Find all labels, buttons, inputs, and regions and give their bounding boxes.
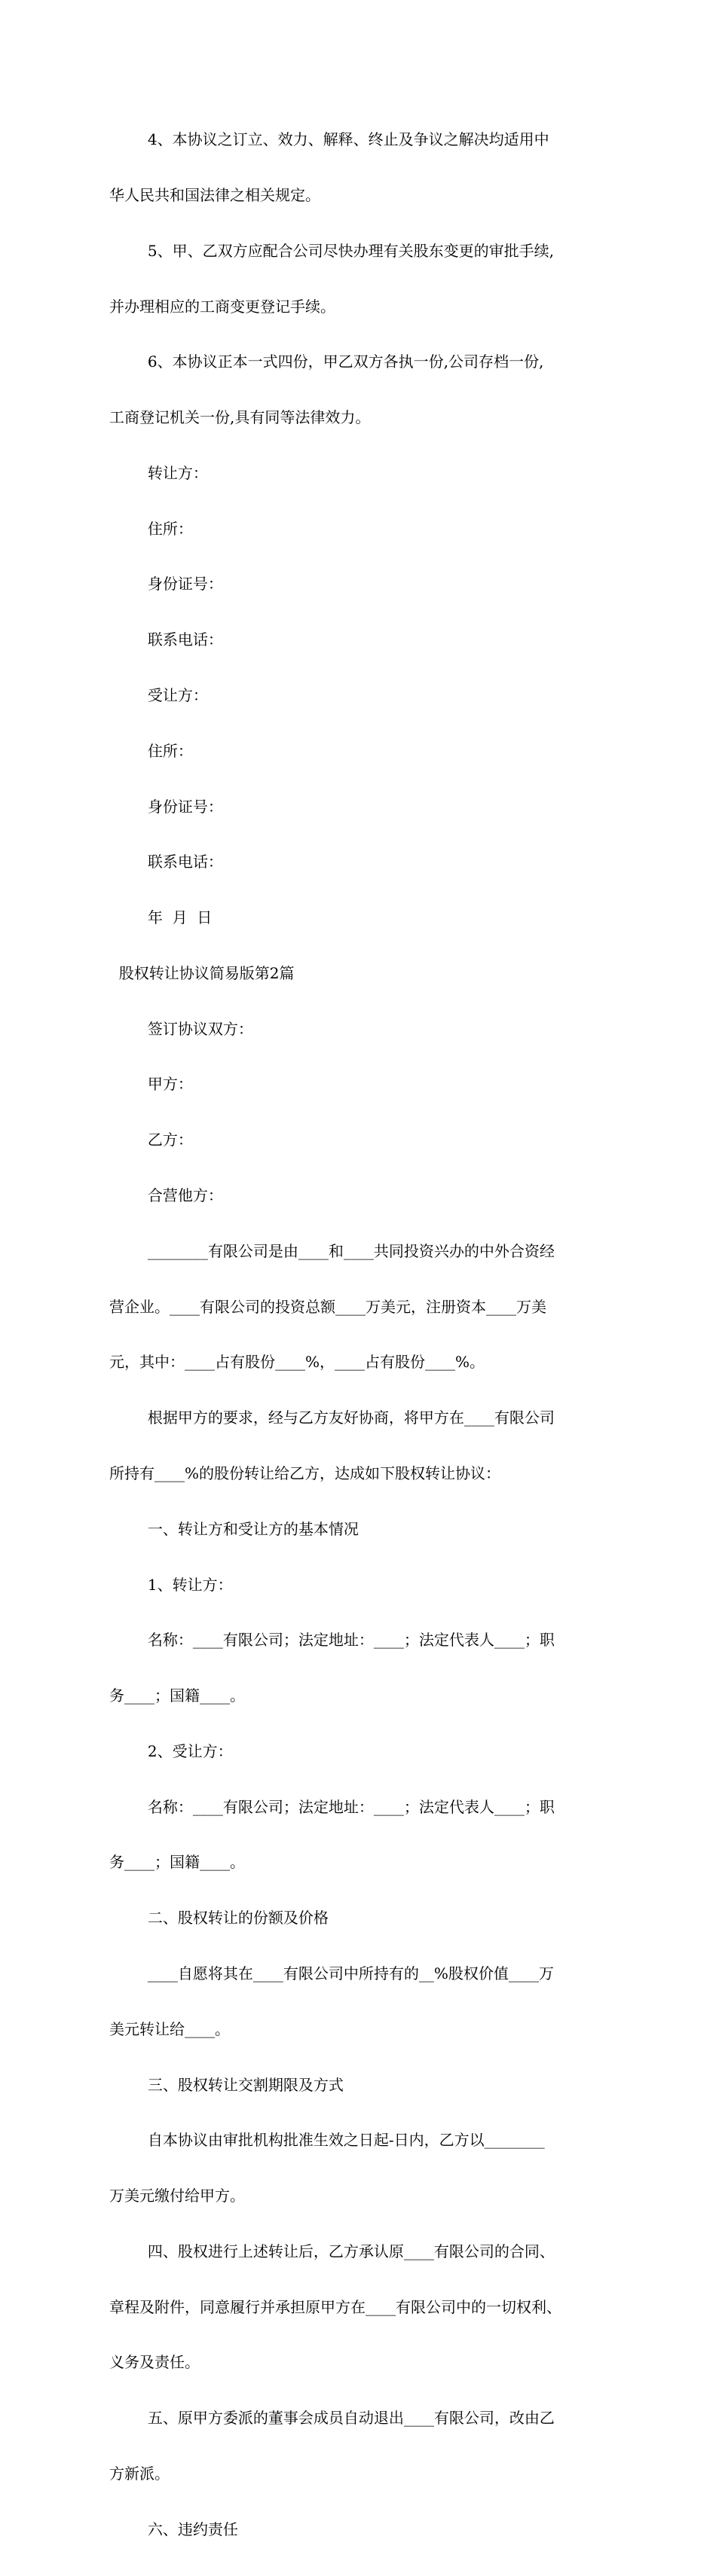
text-line: 合营他方： [109,1186,223,1205]
text-line: ____自愿将其在____有限公司中所持有的__%股权价值____万 [109,1964,554,1982]
text-line: 签订协议双方： [109,1019,253,1038]
text-line: 乙方： [109,1131,193,1149]
text-line: 根据甲方的要求，经与乙方友好协商，将甲方在____有限公司 [109,1409,555,1427]
text-line: 六、违约责任 [109,2520,238,2538]
text-line: 务____；国籍____。 [109,1686,245,1705]
text-line: 甲方： [109,1075,193,1094]
text-line: 名称：____有限公司；法定地址：____；法定代表人____；职 [109,1797,555,1816]
text-line: 联系电话： [109,630,223,649]
text-line: 营企业。____有限公司的投资总额____万美元，注册资本____万美 [109,1297,546,1316]
text-line: 6、本协议正本一式四份，甲乙双方各执一份,公司存档一份, [109,353,544,371]
text-line: 美元转让给____。 [109,2019,230,2038]
text-line: 所持有____%的股份转让给乙方，达成如下股权转让协议： [109,1463,501,1482]
text-line: 5、甲、乙双方应配合公司尽快办理有关股东变更的审批手续, [109,241,554,260]
text-line: 受让方： [109,686,208,704]
text-line: 联系电话： [109,853,223,871]
text-line: 章程及附件，同意履行并承担原甲方在____有限公司中的一切权利、 [109,2297,561,2316]
text-line: 万美元缴付给甲方。 [109,2187,245,2205]
text-line: 名称：____有限公司；法定地址：____；法定代表人____；职 [109,1631,555,1650]
text-line: 住所： [109,741,193,760]
text-line: 自本协议由审批机构批准生效之日起-日内，乙方以________ [109,2131,545,2150]
text-line: 一、转让方和受让方的基本情况 [109,1519,359,1538]
section-title: 股权转让协议简易版第2篇 [109,963,295,982]
text-line: 身份证号： [109,797,223,816]
text-line: 元，其中：____占有股份____%，____占有股份____%。 [109,1353,485,1372]
text-line: ________有限公司是由____和____共同投资兴办的中外合资经 [109,1241,555,1260]
text-line: 并办理相应的工商变更登记手续。 [109,297,335,316]
text-line: 1、转让方： [109,1575,233,1594]
text-line: 身份证号： [109,575,223,594]
text-line: 二、股权转让的份额及价格 [109,1909,329,1927]
text-line: 工商登记机关一份,具有同等法律效力。 [109,408,371,427]
text-line: 务____；国籍____。 [109,1853,245,1872]
document-body [109,93,614,2576]
text-line: 年 月 日 [109,908,213,927]
text-line: 三、股权转让交割期限及方式 [109,2075,344,2094]
text-line: 义务及责任。 [109,2353,200,2372]
text-line: 4、本协议之订立、效力、解释、终止及争议之解决均适用中 [109,130,549,149]
text-line: 方新派。 [109,2465,170,2483]
text-line: 华人民共和国法律之相关规定。 [109,185,320,204]
text-line: 住所： [109,519,193,538]
text-line: 转让方： [109,463,208,482]
text-line: 四、股权进行上述转让后，乙方承认原____有限公司的合同、 [109,2242,555,2260]
text-line: 五、原甲方委派的董事会成员自动退出____有限公司，改由乙 [109,2409,555,2428]
text-line: 2、受让方： [109,1741,233,1760]
